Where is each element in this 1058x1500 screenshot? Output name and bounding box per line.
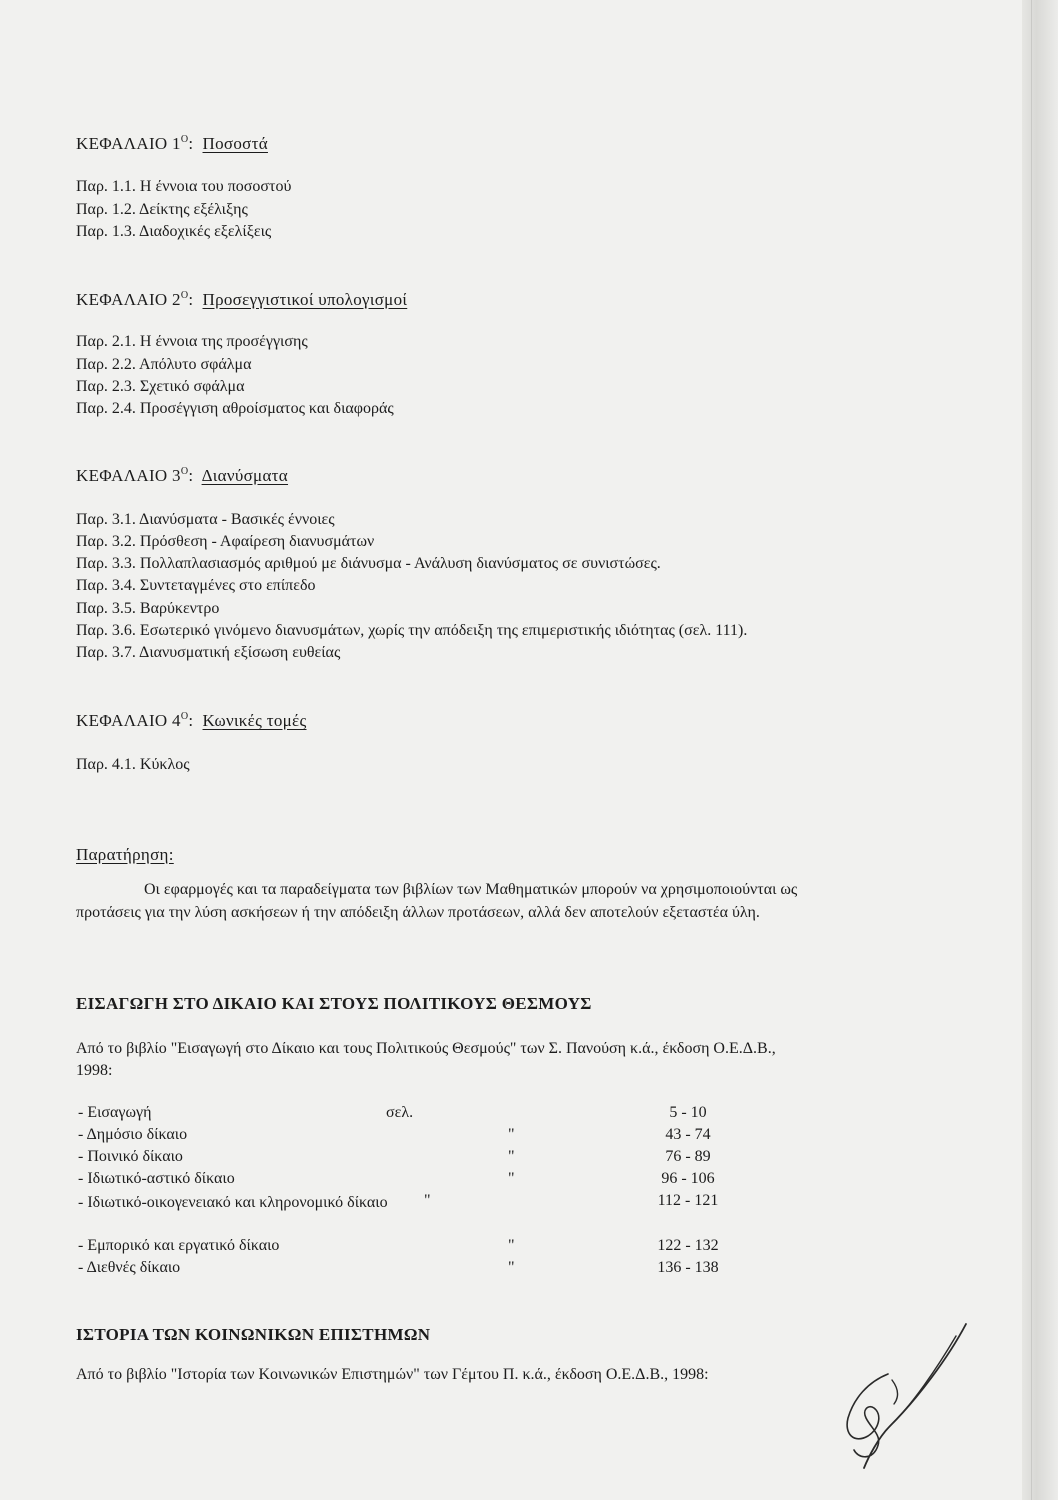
toc-range: 112 - 121 xyxy=(657,1192,719,1209)
toc-row xyxy=(0,1126,1000,1148)
chapter-3-colon: : xyxy=(188,466,194,485)
chapter-2-item: Παρ. 2.1. Η έννοια της προσέγγισης xyxy=(76,333,308,350)
chapter-3-item: Παρ. 3.3. Πολλαπλασιασμός αριθμού με διάνυσμα - Ανάλυση διανύσματος σε συνιστώσες. xyxy=(76,555,661,572)
note-heading xyxy=(76,845,174,865)
chapter-2-title: ΚΕΦΑΛΑΙΟ 2 xyxy=(76,290,181,309)
note-line: προτάσεις για την λύση ασκήσεων ή την απόδειξη άλλων προτάσεων, αλλά δεν αποτελούν εξεταστέα ύλη. xyxy=(76,904,760,921)
note-line: Οι εφαρμογές και τα παραδείγματα των βιβλίων των Μαθηματικών μπορούν να χρησιμοποιούνται ως xyxy=(144,881,798,898)
signature-stroke xyxy=(892,1380,898,1404)
chapter-1-item: Παρ. 1.2. Δείκτης εξέλιξης xyxy=(76,201,248,218)
toc-name: - Εισαγωγή xyxy=(78,1104,152,1121)
chapter-2-colon: : xyxy=(188,290,194,309)
chapter-4-colon: : xyxy=(188,711,194,730)
toc-quote: " xyxy=(508,1170,515,1187)
page-edge-shadow xyxy=(1022,0,1058,1500)
law-intro: 1998: xyxy=(76,1062,113,1079)
signature-stroke xyxy=(847,1374,888,1457)
chapter-3-item: Παρ. 3.7. Διανυσματική εξίσωση ευθείας xyxy=(76,644,341,661)
chapter-4-sup: Ο xyxy=(180,711,189,722)
toc-row xyxy=(0,1192,1000,1236)
chapter-1-sup: Ο xyxy=(180,134,189,145)
toc-range: 76 - 89 xyxy=(665,1148,711,1165)
toc-name: - Ιδιωτικό-οικογενειακό και κληρονομικό δίκαιο xyxy=(78,1194,388,1211)
toc-quote: " xyxy=(508,1148,515,1165)
chapter-3-title: ΚΕΦΑΛΑΙΟ 3 xyxy=(76,466,181,485)
chapter-4-item: Παρ. 4.1. Κύκλος xyxy=(76,756,190,773)
chapter-2-subject: Προσεγγιστικοί υπολογισμοί xyxy=(202,290,408,309)
toc-row xyxy=(0,1170,1000,1192)
chapter-1-colon: : xyxy=(188,134,194,153)
chapter-3-item: Παρ. 3.1. Διανύσματα - Βασικές έννοιες xyxy=(76,511,335,528)
toc-row xyxy=(0,1148,1000,1170)
chapter-4-title: ΚΕΦΑΛΑΙΟ 4 xyxy=(76,711,181,730)
toc-name: - Διεθνές δίκαιο xyxy=(78,1259,181,1276)
chapter-1-item: Παρ. 1.3. Διαδοχικές εξελίξεις xyxy=(76,223,272,240)
toc-range: 136 - 138 xyxy=(657,1259,719,1276)
chapter-3-heading xyxy=(76,466,288,486)
signature-mark xyxy=(828,1318,978,1478)
chapter-3-item: Παρ. 3.5. Βαρύκεντρο xyxy=(76,600,220,617)
chapter-2-item: Παρ. 2.2. Απόλυτο σφάλμα xyxy=(76,356,252,373)
toc-name: - Εμπορικό και εργατικό δίκαιο xyxy=(78,1237,280,1254)
chapter-3-subject: Διανύσματα xyxy=(201,466,289,485)
toc-quote: " xyxy=(508,1259,515,1276)
chapter-2-sup: Ο xyxy=(180,290,189,301)
law-intro: Από το βιβλίο "Εισαγωγή στο Δίκαιο και τους Πολιτικούς Θεσμούς" των Σ. Πανούση κ.ά., έκδοση Ο.Ε.Δ.Β., xyxy=(76,1040,776,1057)
page-edge-line xyxy=(1031,0,1032,1500)
toc-row xyxy=(0,1104,1000,1126)
toc-range: 43 - 74 xyxy=(665,1126,711,1143)
chapter-1-subject: Ποσοστά xyxy=(202,134,268,153)
toc-name: - Ποινικό δίκαιο xyxy=(78,1148,183,1165)
law-section-title: ΕΙΣΑΓΩΓΗ ΣΤΟ ΔΙΚΑΙΟ ΚΑΙ ΣΤΟΥΣ ΠΟΛΙΤΙΚΟΥΣ ΘΕΣΜΟΥΣ xyxy=(76,994,592,1013)
toc-range: 122 - 132 xyxy=(657,1237,719,1254)
chapter-2-heading xyxy=(76,290,407,310)
chapter-1-item: Παρ. 1.1. Η έννοια του ποσοστού xyxy=(76,178,292,195)
signature-stroke xyxy=(894,1336,956,1422)
history-intro: Από το βιβλίο "Ιστορία των Κοινωνικών Επιστημών" των Γέμτου Π. κ.ά., έκδοση Ο.Ε.Δ.Β., 1998: xyxy=(76,1366,709,1383)
chapter-3-sup: Ο xyxy=(180,466,189,477)
chapter-1-heading xyxy=(76,134,268,154)
toc-row xyxy=(0,1259,1000,1281)
note-label: Παρατήρηση: xyxy=(76,845,174,864)
chapter-3-item: Παρ. 3.6. Εσωτερικό γινόμενο διανυσμάτων, χωρίς την απόδειξη της επιμεριστικής ιδιότητας (σελ. 111). xyxy=(76,622,748,639)
toc-range: 96 - 106 xyxy=(661,1170,715,1187)
chapter-2-item: Παρ. 2.3. Σχετικό σφάλμα xyxy=(76,378,245,395)
toc-sel: σελ. xyxy=(386,1104,414,1121)
chapter-4-heading xyxy=(76,711,307,731)
chapter-4-subject: Κωνικές τομές xyxy=(202,711,307,730)
toc-quote: " xyxy=(424,1192,431,1209)
chapter-3-item: Παρ. 3.2. Πρόσθεση - Αφαίρεση διανυσμάτων xyxy=(76,533,375,550)
chapter-2-item: Παρ. 2.4. Προσέγγιση αθροίσματος και διαφοράς xyxy=(76,400,394,417)
chapter-3-item: Παρ. 3.4. Συντεταγμένες στο επίπεδο xyxy=(76,577,316,594)
toc-range: 5 - 10 xyxy=(669,1104,707,1121)
toc-name: - Δημόσιο δίκαιο xyxy=(78,1126,188,1143)
toc-quote: " xyxy=(508,1126,515,1143)
toc-name: - Ιδιωτικό-αστικό δίκαιο xyxy=(78,1170,235,1187)
toc-quote: " xyxy=(508,1237,515,1254)
chapter-1-title: ΚΕΦΑΛΑΙΟ 1 xyxy=(76,134,181,153)
history-section-title: ΙΣΤΟΡΙΑ ΤΩΝ ΚΟΙΝΩΝΙΚΩΝ ΕΠΙΣΤΗΜΩΝ xyxy=(76,1325,431,1344)
toc-row xyxy=(0,1237,1000,1259)
